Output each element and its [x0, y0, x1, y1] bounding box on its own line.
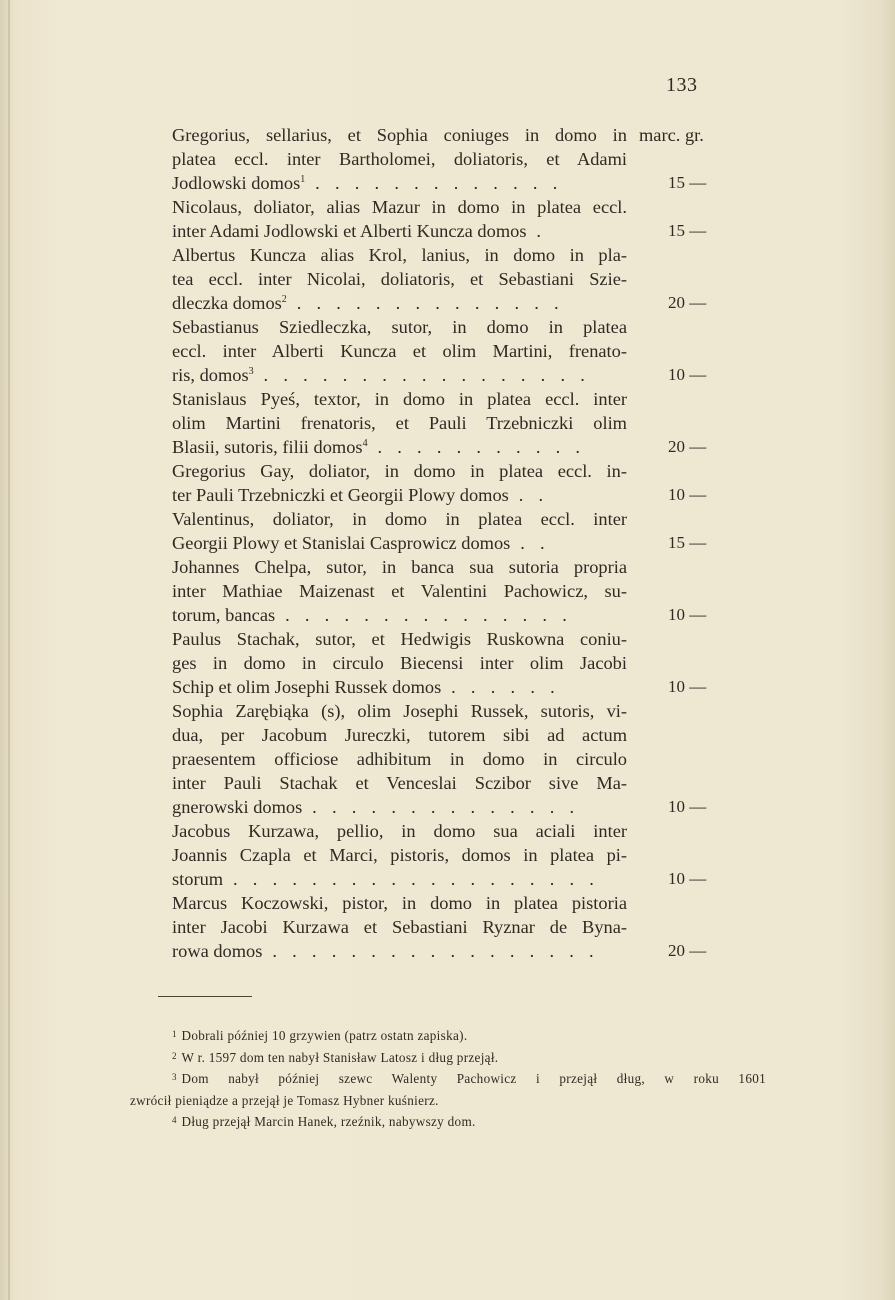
entry-line — [172, 267, 728, 291]
entry-text-content: Marcus Koczowski, pistor, in domo in platea pistoria — [172, 893, 627, 913]
entry-text — [172, 147, 627, 171]
footnote-number: 2 — [172, 1050, 177, 1061]
entry-line — [172, 195, 728, 219]
footnote-text: zwrócił pieniądze a przejął je Tomasz Hybner kuśnierz. — [130, 1092, 439, 1108]
amount-value: 10 — — [668, 869, 707, 888]
footnote — [130, 1090, 730, 1112]
footnote-marker: 1 — [300, 174, 306, 185]
footnote-marker: 4 — [362, 438, 368, 449]
entry-text — [172, 651, 627, 675]
entry-text — [172, 771, 627, 795]
page-number: 133 — [666, 74, 698, 96]
entry-line — [172, 531, 728, 555]
amount-value: 15 — — [668, 533, 707, 552]
amount-value: 20 — — [668, 437, 707, 456]
entry-text — [172, 795, 579, 819]
footnote-text: Dług przejął Marcin Hanek, rzeźnik, nabywszy dom. — [181, 1114, 476, 1129]
entry-line — [172, 603, 728, 627]
entry-text — [172, 747, 627, 771]
footnote-marker: 3 — [248, 366, 254, 377]
entry-line — [172, 315, 728, 339]
entry-line — [172, 891, 728, 915]
footnote-text: W r. 1597 dom ten nabył Stanisław Latosz i dług przejął. — [181, 1049, 499, 1065]
entry-line — [172, 819, 728, 843]
entry-text-content: Nicolaus, doliator, alias Mazur in domo in platea eccl. — [172, 197, 627, 217]
entry-text — [172, 195, 627, 219]
leader-dots: . . . . . . . . . . . . . . . — [275, 605, 573, 625]
entry-text-content: inter Pauli Stachak et Venceslai Sczibor sive Ma- — [172, 773, 627, 793]
entry-line — [172, 459, 728, 483]
entry-line — [172, 291, 728, 315]
footnote-text: Dom nabył później szewc Walenty Pachowicz i przejął dług, w roku 1601 — [181, 1071, 766, 1086]
entry-text-content: inter Mathiae Maizenast et Valentini Pachowicz, su- — [172, 581, 627, 601]
entry-text — [172, 123, 627, 147]
entry-line — [172, 123, 728, 147]
register-entries — [172, 123, 728, 963]
footnote-number: 4 — [172, 1115, 177, 1125]
amount-value: 20 — — [668, 941, 707, 960]
entry-text — [172, 603, 572, 627]
footnote-separator — [158, 996, 252, 997]
entry-line — [172, 579, 728, 603]
entry-line — [172, 507, 728, 531]
entry-line — [172, 771, 728, 795]
footnote — [130, 1025, 730, 1047]
entry-line — [172, 243, 728, 267]
entry-text — [172, 939, 599, 963]
leader-dots: . . . . . . . . . . . . . . . . . . . — [223, 869, 600, 889]
leader-dots: . — [526, 221, 547, 241]
entry-text-content: dleczka domos — [172, 293, 282, 313]
entry-text-content: dua, per Jacobum Jureczki, tutorem sibi ad actum — [172, 725, 627, 745]
entry-line — [172, 483, 728, 507]
entry-text-content: Johannes Chelpa, sutor, in banca sua sutoria propria — [172, 557, 627, 577]
entry-text-content: platea eccl. inter Bartholomei, doliatoris, et Adami — [172, 149, 627, 169]
amount-value: 10 — — [668, 485, 707, 504]
entry-line — [172, 867, 728, 891]
entry-line — [172, 387, 728, 411]
entry-line — [172, 675, 728, 699]
entry-line — [172, 627, 728, 651]
entry-text-content: inter Adami Jodlowski et Alberti Kuncza domos — [172, 221, 527, 241]
amount-value: 10 — — [668, 365, 707, 384]
leader-dots: . . — [508, 485, 549, 505]
footnote-number: 3 — [172, 1072, 177, 1082]
entry-text — [172, 267, 627, 291]
entry-text-content: eccl. inter Alberti Kuncza et olim Martini, frenato- — [172, 341, 627, 361]
entry-text-content: Georgii Plowy et Stanislai Casprowicz domos — [172, 533, 511, 553]
entry-line — [172, 147, 728, 171]
entry-text-content: Paulus Stachak, sutor, et Hedwigis Ruskowna coniu- — [172, 629, 627, 649]
footnote — [130, 1047, 730, 1069]
entry-line — [172, 339, 728, 363]
entry-text-content: Jacobus Kurzawa, pellio, in domo sua aciali inter — [172, 821, 627, 841]
entry-text-content: Joannis Czapla et Marci, pistoris, domos in platea pi- — [172, 845, 627, 865]
entry-text-content: torum, bancas — [172, 605, 276, 625]
entry-line — [172, 219, 728, 243]
entry-text — [172, 507, 627, 531]
entry-text-content: Stanislaus Pyeś, textor, in domo in platea eccl. inter — [172, 389, 627, 409]
footnote-number: 1 — [172, 1029, 177, 1039]
entry-text-content: Schip et olim Josephi Russek domos — [172, 677, 442, 697]
entry-text-content: ges in domo in circulo Biecensi inter olim Jacobi — [172, 653, 627, 673]
amount-value: 10 — — [668, 605, 707, 624]
entry-text — [172, 699, 627, 723]
entry-text — [172, 219, 546, 243]
entry-text — [172, 483, 548, 507]
leader-dots: . . . . . . . . . . . . . . — [302, 797, 580, 817]
entry-text-content: Jodlowski domos — [172, 173, 301, 193]
entry-line — [172, 555, 728, 579]
entry-line — [172, 435, 728, 459]
page-edge-shadow — [8, 0, 10, 1300]
entry-text-content: inter Jacobi Kurzawa et Sebastiani Ryznar de Byna- — [172, 917, 627, 937]
entry-text — [172, 315, 627, 339]
entry-text-content: Sebastianus Sziedleczka, sutor, in domo in platea — [172, 317, 627, 337]
entry-text — [172, 891, 627, 915]
entry-text — [172, 555, 627, 579]
entry-text-content: ter Pauli Trzebniczki et Georgii Plowy domos — [172, 485, 509, 505]
amount-value: 10 — — [668, 797, 707, 816]
leader-dots: . . — [510, 533, 550, 553]
entry-text — [172, 867, 599, 891]
entry-text-content: tea eccl. inter Nicolai, doliatoris, et Sebastiani Szie- — [172, 269, 627, 289]
entry-line — [172, 747, 728, 771]
entry-text — [172, 459, 627, 483]
leader-dots: . . . . . . . . . . . . . — [305, 173, 563, 193]
entry-line — [172, 843, 728, 867]
entry-line — [172, 363, 728, 387]
entry-line — [172, 411, 728, 435]
leader-dots: . . . . . . . . . . . . . . . . . — [253, 365, 591, 385]
footnote — [130, 1068, 766, 1090]
footnotes — [130, 1025, 766, 1133]
leader-dots: . . . . . . . . . . . — [367, 437, 586, 457]
entry-text — [172, 531, 550, 555]
entry-line — [172, 699, 728, 723]
entry-line — [172, 651, 728, 675]
entry-line — [172, 915, 728, 939]
entry-text — [172, 915, 627, 939]
entry-text-content: Gregorius, sellarius, et Sophia coniuges in domo in — [172, 125, 627, 145]
entry-text — [172, 627, 627, 651]
amount-value: 20 — — [668, 293, 707, 312]
entry-line — [172, 795, 728, 819]
entry-text — [172, 843, 627, 867]
leader-dots: . . . . . . . . . . . . . . . . . — [262, 941, 599, 961]
entry-text-content: praesentem officiose adhibitum in domo in circulo — [172, 749, 627, 769]
entry-text — [172, 339, 627, 363]
entry-line — [172, 171, 728, 195]
entry-text-content: rowa domos — [172, 941, 263, 961]
entry-text-content: Gregorius Gay, doliator, in domo in platea eccl. in- — [172, 461, 627, 481]
footnote — [130, 1111, 730, 1133]
entry-text-content: olim Martini frenatoris, et Pauli Trzebniczki olim — [172, 413, 627, 433]
amount-value: 10 — — [668, 677, 707, 696]
footnote-marker: 2 — [281, 294, 287, 305]
entry-text-content: storum — [172, 869, 224, 889]
footnote-text: Dobrali później 10 grzywien (patrz ostatn zapiska). — [181, 1028, 468, 1043]
entry-text-content: gnerowski domos — [172, 797, 303, 817]
entry-text — [172, 579, 627, 603]
leader-dots: . . . . . . . . . . . . . . — [286, 293, 564, 313]
entry-text — [172, 675, 560, 699]
column-header-marc-gr: marc. gr. — [639, 125, 704, 145]
entry-line — [172, 723, 728, 747]
entry-text — [172, 819, 627, 843]
entry-text — [172, 411, 627, 435]
amount-value: 15 — — [668, 221, 707, 240]
entry-text-content: Valentinus, doliator, in domo in platea eccl. inter — [172, 509, 627, 529]
entry-text — [172, 723, 627, 747]
leader-dots: . . . . . . — [441, 677, 561, 697]
entry-text-content: Blasii, sutoris, filii domos — [172, 437, 363, 457]
amount-value: 15 — — [668, 173, 707, 192]
entry-text — [172, 243, 627, 267]
entry-line — [172, 939, 728, 963]
entry-text-content: Sophia Zarębiąka (s), olim Josephi Russek, sutoris, vi- — [172, 701, 627, 721]
entry-text-content: ris, domos — [172, 365, 249, 385]
entry-text — [172, 387, 627, 411]
entry-text-content: Albertus Kuncza alias Krol, lanius, in domo in pla- — [172, 245, 627, 265]
